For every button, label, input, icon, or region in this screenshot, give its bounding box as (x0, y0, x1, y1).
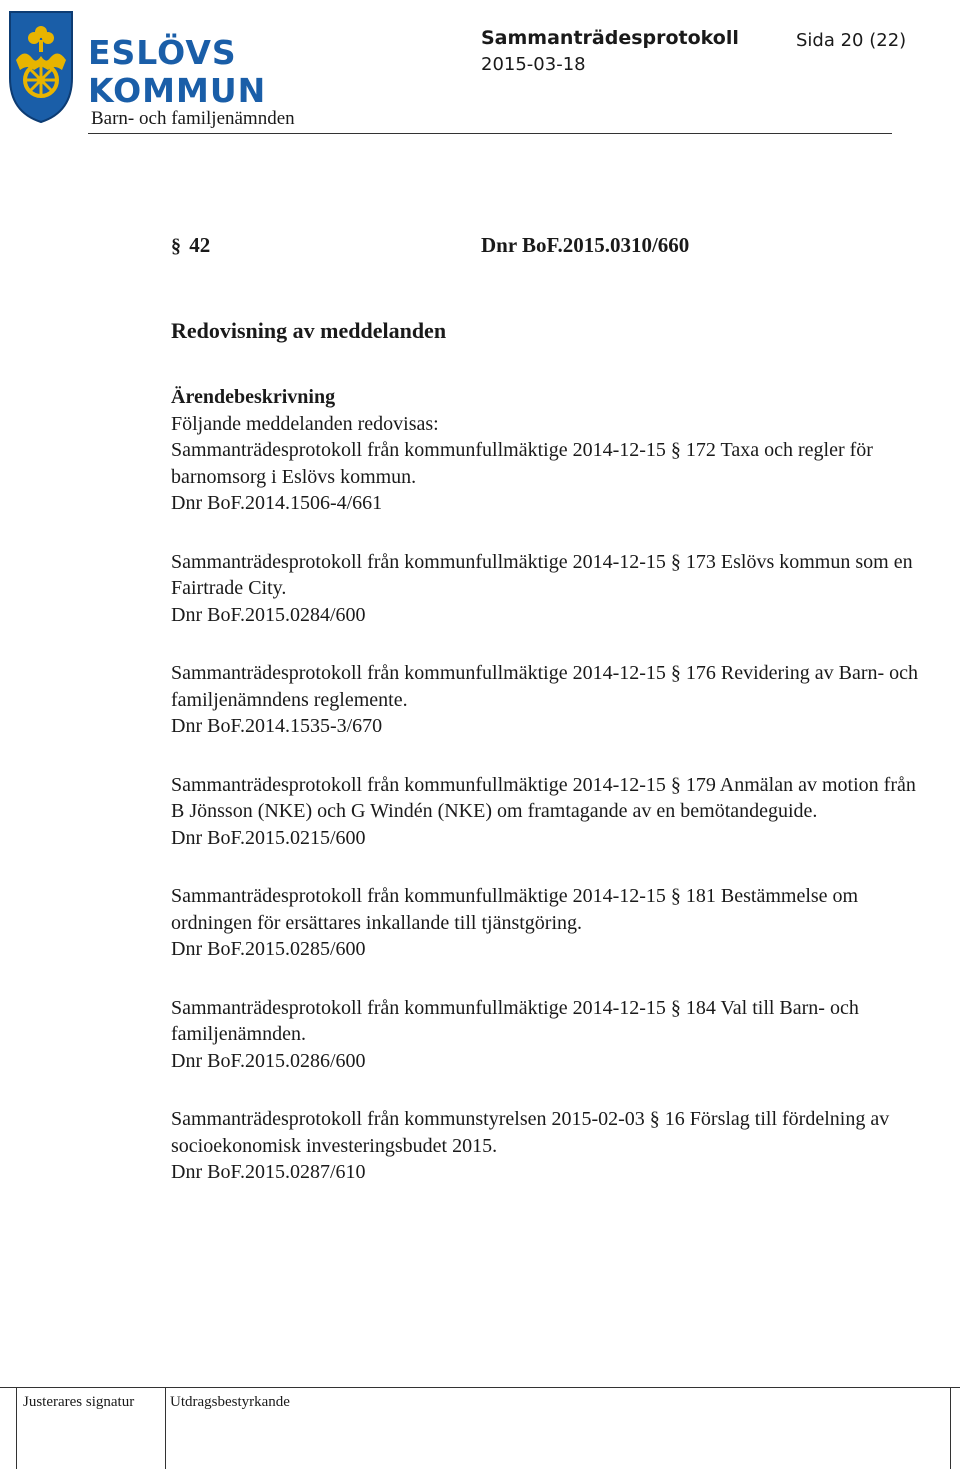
item-text: Sammanträdesprotokoll från kommunfullmäktige 2014-12-15 § 176 Revidering av Barn- och familjenämndens reglemente. (171, 662, 919, 711)
intro-text: Följande meddelanden redovisas: (171, 412, 439, 435)
list-item (171, 883, 931, 963)
item-dnr: Dnr BoF.2015.0215/600 (171, 826, 366, 849)
page-header (0, 0, 960, 134)
page-number: Sida 20 (22) (796, 30, 907, 51)
section-symbol: § (171, 235, 181, 257)
committee-name: Barn- och familjenämnden (91, 108, 295, 129)
item-dnr: Dnr BoF.2014.1535-3/670 (171, 715, 383, 737)
item-text: Sammanträdesprotokoll från kommunfullmäktige 2014-12-15 § 184 Val till Barn- och familjenämnden. (171, 996, 859, 1045)
item-text: Sammanträdesprotokoll från kommunfullmäktige 2014-12-15 § 172 Taxa och regler för barnomsorg i Eslövs kommun. (171, 439, 873, 488)
municipality-crest-icon (6, 8, 76, 126)
item-dnr: Dnr BoF.2015.0285/600 (171, 938, 366, 960)
page-footer (0, 1387, 960, 1469)
item-text: Sammanträdesprotokoll från kommunfullmäktige 2014-12-15 § 179 Anmälan av motion från B Jönsson (NKE) och G Windén (NKE) om framtagande av en bemötandeguide. (171, 773, 916, 822)
item-dnr: Dnr BoF.2015.0284/600 (171, 603, 366, 626)
case-number: Dnr BoF.2015.0310/660 (481, 233, 690, 257)
item-dnr: Dnr BoF.2014.1506-4/661 (171, 492, 383, 514)
list-item (171, 772, 931, 852)
item-text: Sammanträdesprotokoll från kommunfullmäktige 2014-12-15 § 181 Bestämmelse om ordningen för ersättares inkallande till tjänstgöring. (171, 885, 859, 934)
logo-wordmark (88, 34, 266, 110)
list-item (171, 995, 931, 1075)
section-title: Redovisning av meddelanden (171, 317, 447, 343)
document-title: Sammanträdesprotokoll (481, 27, 739, 49)
meeting-date: 2015-03-18 (481, 54, 586, 75)
logo-line-1: ESLÖVS (88, 33, 237, 72)
list-item (171, 660, 931, 740)
list-item (171, 437, 931, 517)
signature-box (16, 1387, 166, 1469)
item-text: Sammanträdesprotokoll från kommunstyrelsen 2015-02-03 § 16 Förslag till fördelning av socioekonomisk investeringsbudet 2015. (171, 1108, 890, 1157)
item-text: Sammanträdesprotokoll från kommunfullmäktige 2014-12-15 § 173 Eslövs kommun som en Fairtrade City. (171, 550, 913, 599)
paragraph-heading (171, 232, 931, 260)
list-item (171, 549, 931, 629)
logo-line-2: KOMMUN (88, 71, 267, 110)
list-item (171, 1106, 931, 1186)
signature-label: Justerares signatur (23, 1394, 135, 1410)
excerpt-label: Utdragsbestyrkande (170, 1394, 290, 1410)
message-list (171, 437, 931, 1186)
protocol-body (171, 232, 931, 1186)
paragraph-number: 42 (189, 233, 211, 257)
header-divider (88, 133, 892, 134)
item-dnr: Dnr BoF.2015.0287/610 (171, 1161, 366, 1183)
case-description-heading: Ärendebeskrivning (171, 386, 336, 408)
excerpt-verification-box (164, 1387, 951, 1469)
item-dnr: Dnr BoF.2015.0286/600 (171, 1049, 366, 1072)
